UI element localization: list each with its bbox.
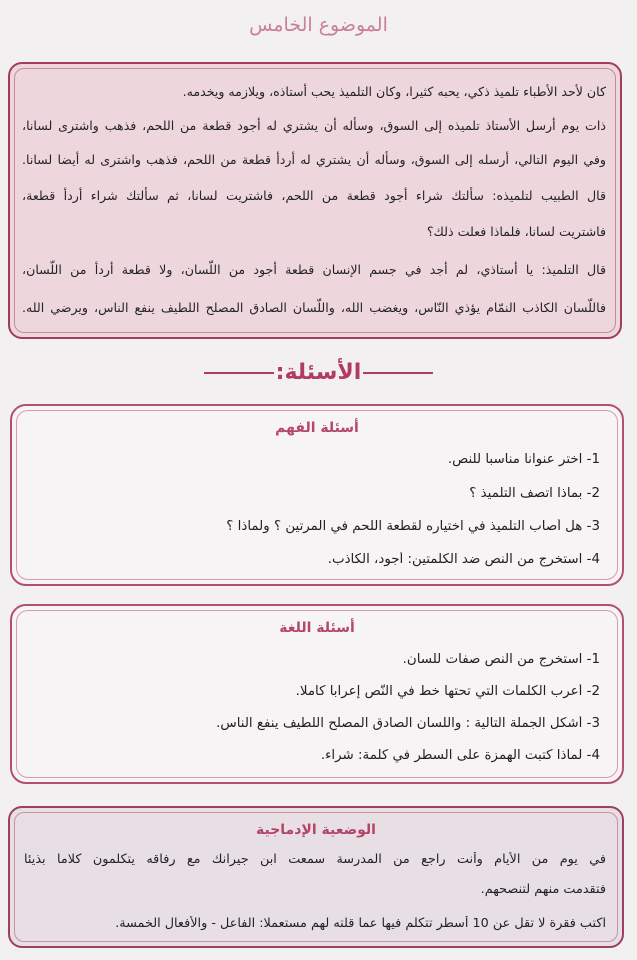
comprehension-question: 3- هل أصاب التلميذ في اختياره لقطعة اللحم في المرتين ؟ ولماذا ؟ <box>226 519 600 534</box>
comprehension-question: 4- استخرج من النص ضد الكلمتين: أجود، الكاذب. <box>327 552 600 567</box>
story-line: فاللّسان الكاذب النمّام يؤذي النّاس، ويغضب الله، واللّسان الصادق المصلح اللطيف ينفع الناس، ويرضي الله. <box>22 300 606 315</box>
story-line: ذات يوم أرسل الأستاذ تلميذه إلى السوق، وسأله أن يشتري له أجود قطعة من اللحم، فذهب واشترى لسانا، <box>22 118 606 133</box>
comprehension-title: أسئلة الفهم <box>275 420 359 436</box>
integration-situation-box <box>8 806 624 948</box>
questions-heading <box>0 360 637 394</box>
page-title: الموضوع الخامس <box>249 14 388 36</box>
language-question: 1- استخرج من النص صفات للسان. <box>402 652 600 667</box>
comprehension-questions-box <box>10 404 624 586</box>
story-line: فاشتريت لسانا، فلماذا فعلت ذلك؟ <box>426 224 606 239</box>
situation-title: الوضعية الإدماجية <box>256 822 376 838</box>
story-line: وفي اليوم التالي، أرسله إلى السوق، وسأله أن يشتري له أردأ قطعة من اللحم، فذهب واشترى له أيضا لسانا. <box>22 152 606 167</box>
story-line: قال التلميذ: يا أستاذي، لم أجد في جسم الإنسان قطعة أجود من اللّسان، ولا قطعة أردأ من اللّسان، <box>22 262 606 277</box>
questions-heading-text: الأسئلة: <box>275 360 362 385</box>
comprehension-question: 2- بماذا اتصف التلميذ ؟ <box>469 486 600 501</box>
language-question: 2- أعرب الكلمات التي تحتها خط في النّص إعرابا كاملا. <box>295 684 600 699</box>
heading-decoration-left <box>363 372 433 374</box>
comprehension-question: 1- اختر عنوانا مناسبا للنص. <box>447 452 600 467</box>
situation-task: اكتب فقرة لا تقل عن 10 أسطر تتكلم فيها عما قلته لهم مستعملا: الفاعل - والأفعال الخمسة. <box>115 916 606 931</box>
language-title: أسئلة اللغة <box>279 620 355 636</box>
language-questions-box <box>10 604 624 784</box>
heading-decoration-right <box>204 372 274 374</box>
language-question: 4- لماذا كتبت الهمزة على السطر في كلمة: شراء. <box>320 748 600 763</box>
situation-line: في يوم من الأيام وأنت راجع من المدرسة سمعت ابن جيرانك مع رفاقه يتكلمون كلاما بذيئا <box>24 852 606 867</box>
story-line: قال الطبيب لتلميذه: سألتك شراء أجود قطعة من اللحم، فاشتريت لسانا، ثم سألتك شراء أردأ قطعة، <box>22 188 606 203</box>
story-line: كان لأحد الأطباء تلميذ ذكي، يحبه كثيرا، وكان التلميذ يحب أستاذه، ويلازمه ويخدمه. <box>182 84 606 99</box>
situation-line: فتقدمت منهم لتنصحهم. <box>480 882 606 897</box>
language-question: 3- أشكل الجملة التالية : واللسان الصادق المصلح اللطيف ينفع الناس. <box>216 716 600 731</box>
story-passage-box <box>8 62 622 339</box>
